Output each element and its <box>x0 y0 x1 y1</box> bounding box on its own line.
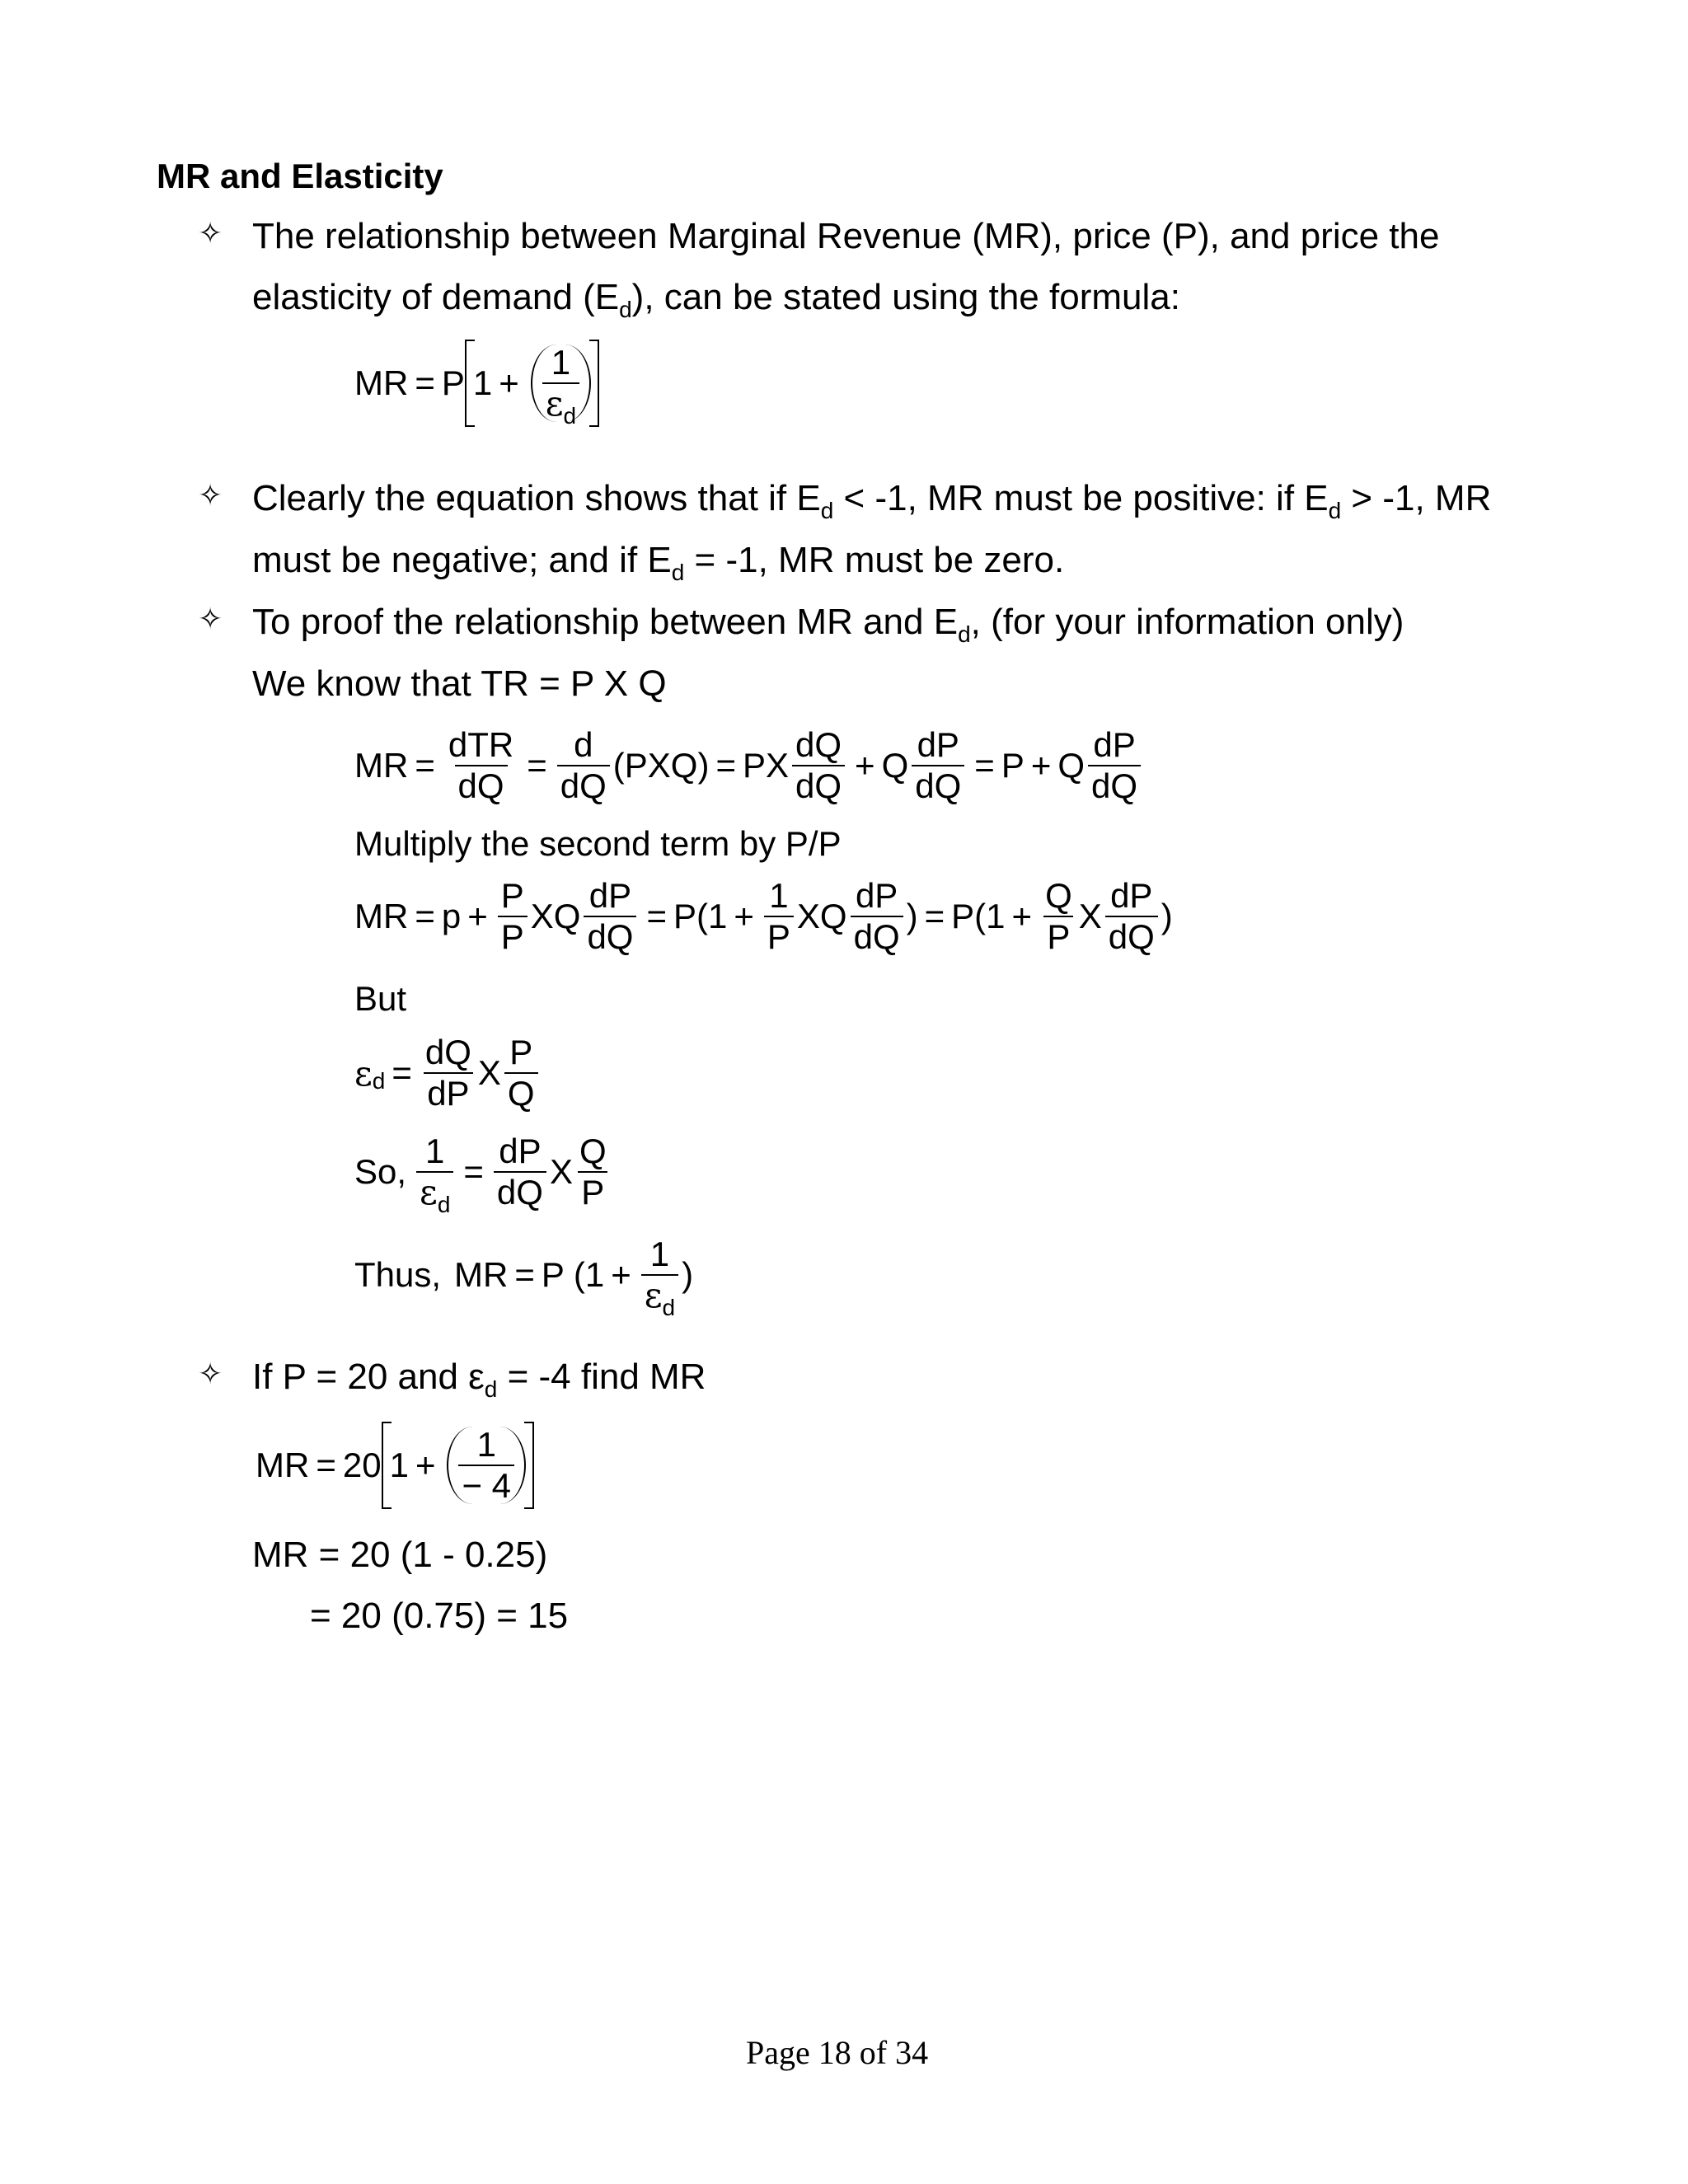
fraction-numerator: 1 <box>551 343 571 382</box>
fraction-dp-dq <box>584 878 636 955</box>
multiply-note: Multiply the second term by P/P <box>354 824 842 863</box>
fraction-p-p <box>498 878 528 955</box>
formula-lhs: MR <box>256 1446 310 1485</box>
bullet1-line2 <box>252 277 1180 322</box>
xq-term: XQ <box>530 897 581 936</box>
denominator: dQ <box>1088 765 1141 804</box>
epsilon-symbol: ε <box>420 1172 438 1213</box>
numerator: 1 <box>649 1235 670 1273</box>
bullet1-line1: The relationship between Marginal Revenue (MR), price (P), and price the <box>252 216 1440 256</box>
fraction-1-eps <box>416 1132 453 1218</box>
p-lower: p <box>441 897 462 936</box>
so-label: So, <box>354 1152 407 1192</box>
subscript-d: d <box>671 560 685 585</box>
denominator: dQ <box>455 765 508 804</box>
bullet3-text-b: , (for your information only) <box>970 602 1404 642</box>
equals-sign: = <box>392 1053 412 1093</box>
numerator: dQ <box>424 1033 471 1071</box>
denominator: dP <box>424 1072 472 1112</box>
plus-sign: + <box>1011 897 1033 936</box>
pxq-term: (PXQ) <box>612 746 710 785</box>
numerator: dQ <box>795 725 842 764</box>
plus-sign: + <box>855 746 875 785</box>
denominator <box>416 1171 453 1218</box>
equals-sign: = <box>974 746 995 785</box>
p-open-term: P(1 <box>951 897 1006 936</box>
equals-sign: = <box>415 897 435 936</box>
numerator: 1 <box>425 1132 445 1170</box>
fraction-dp-dq <box>912 727 964 804</box>
formula-mr-elasticity <box>354 340 599 427</box>
q-term: Q <box>1057 746 1085 785</box>
bullet2-line2-text-b: = -1, MR must be zero. <box>684 540 1065 580</box>
numerator: dP <box>855 876 898 915</box>
equals-sign: = <box>646 897 668 936</box>
numerator: dP <box>1110 876 1153 915</box>
derivation-mr-line1 <box>354 727 1144 804</box>
denominator: P <box>498 916 528 955</box>
fraction-q-p <box>576 1133 610 1211</box>
numerator: P <box>509 1033 533 1071</box>
calculation-line1: MR = 20 (1 - 0.25) <box>252 1535 548 1575</box>
bullet2-line1 <box>252 478 1492 523</box>
thus-equation <box>354 1235 694 1321</box>
so-equation <box>354 1132 613 1218</box>
formula-lhs: MR <box>354 363 409 403</box>
plus-sign: + <box>499 363 519 403</box>
formula-one: 1 <box>472 363 493 403</box>
fraction-dp-dq <box>1105 878 1158 955</box>
close-paren: ) <box>682 1255 694 1295</box>
formula-example <box>256 1422 534 1509</box>
bullet2-line2-text-a: must be negative; and if E <box>252 540 672 580</box>
q-term: Q <box>881 746 909 785</box>
numerator: P <box>500 876 524 915</box>
fraction-dq-dq <box>792 727 845 804</box>
fraction-denominator: − 4 <box>458 1465 514 1504</box>
numerator: Q <box>579 1132 607 1170</box>
subscript-d: d <box>372 1068 386 1094</box>
fraction-p-q <box>504 1034 538 1112</box>
numerator: dP <box>1093 725 1136 764</box>
fraction-1-over-eps <box>542 343 579 429</box>
bullet2-line2 <box>252 540 1065 585</box>
bullet4-text-a: If P = 20 and ε <box>252 1357 485 1397</box>
page-number: Page 18 of 34 <box>746 2034 929 2071</box>
equals-sign: = <box>924 897 945 936</box>
close-paren: ) <box>906 897 918 936</box>
denominator: dQ <box>584 916 636 955</box>
subscript-d: d <box>484 1376 498 1402</box>
plus-sign: + <box>611 1255 631 1295</box>
plus-sign: + <box>1030 746 1052 785</box>
fraction-d-dq <box>557 727 610 804</box>
bullet3-text-a: To proof the relationship between MR and E <box>252 602 959 642</box>
denominator: dQ <box>792 765 845 804</box>
p-term: P <box>1001 746 1025 785</box>
epsilon-symbol: ε <box>644 1275 663 1316</box>
bullet-star-icon: ✧ <box>198 479 223 513</box>
denominator: Q <box>504 1072 538 1112</box>
denominator: P <box>764 916 794 955</box>
numerator: d <box>574 725 593 764</box>
square-bracket <box>382 1422 534 1509</box>
bullet-star-icon: ✧ <box>198 217 223 251</box>
fraction-1-eps <box>641 1235 678 1321</box>
subscript-d: d <box>820 498 834 523</box>
bullet2-text-b: < -1, MR must be positive: if E <box>833 478 1329 518</box>
fraction-dp-dq <box>1088 727 1141 804</box>
denominator: dQ <box>851 916 903 955</box>
mr-label: MR <box>454 1255 509 1295</box>
equals-sign: = <box>527 746 547 785</box>
bullet1-line2-text-b: ), can be stated using the formula: <box>631 277 1180 317</box>
equals-sign: = <box>463 1152 484 1192</box>
xq-term: XQ <box>796 897 847 936</box>
calculation-line2: = 20 (0.75) = 15 <box>310 1596 569 1636</box>
numerator: dP <box>917 725 959 764</box>
derivation-mr-line2 <box>354 878 1173 955</box>
subscript-d: d <box>958 621 971 647</box>
denominator: P <box>1043 916 1073 955</box>
close-paren: ) <box>1160 897 1173 936</box>
equals-sign: = <box>715 746 736 785</box>
x-sign: X <box>477 1053 501 1093</box>
plus-sign: + <box>734 897 754 936</box>
formula-one: 1 <box>389 1446 409 1485</box>
equals-sign: = <box>415 746 435 785</box>
fraction-dq-dp <box>422 1034 475 1112</box>
bullet2-text-c: > -1, MR <box>1341 478 1492 518</box>
fraction-numerator: 1 <box>476 1425 496 1464</box>
bullet4-text-b: = -4 find MR <box>497 1357 706 1397</box>
fraction-1-minus4 <box>458 1427 514 1504</box>
numerator: dP <box>499 1132 542 1170</box>
bullet-star-icon: ✧ <box>198 602 223 636</box>
thus-rhs: P (1 <box>541 1255 605 1295</box>
square-bracket <box>465 340 599 427</box>
numerator: dTR <box>448 725 514 764</box>
bullet4-line <box>252 1357 706 1402</box>
plus-sign: + <box>415 1446 436 1485</box>
x-sign: X <box>549 1152 573 1192</box>
parenthesis <box>531 343 591 429</box>
bullet1-line2-text-a: elasticity of demand (E <box>252 277 620 317</box>
denominator: dQ <box>494 1171 546 1211</box>
epsilon-symbol: ε <box>354 1052 373 1094</box>
numerator: Q <box>1045 876 1072 915</box>
parenthesis <box>447 1427 526 1504</box>
bullet3-line2: We know that TR = P X Q <box>252 663 667 704</box>
plus-sign: + <box>467 897 488 936</box>
bullet3-line1 <box>252 602 1404 647</box>
mr-label: MR <box>354 746 409 785</box>
elasticity-definition <box>354 1034 542 1112</box>
fraction-dp-dq <box>494 1133 546 1211</box>
fraction-denominator <box>542 382 579 429</box>
fraction-q-p <box>1042 878 1076 955</box>
denominator: dQ <box>557 765 610 804</box>
denominator <box>641 1274 678 1321</box>
equals-sign: = <box>415 363 435 403</box>
bullet2-text-a: Clearly the equation shows that if E <box>252 478 821 518</box>
subscript-d: d <box>1328 498 1342 523</box>
but-label: But <box>354 979 407 1018</box>
px-term: PX <box>742 746 790 785</box>
numerator: dP <box>588 876 632 915</box>
subscript-d: d <box>619 297 632 322</box>
formula-p: P <box>441 363 465 403</box>
x-sign: X <box>1078 897 1102 936</box>
formula-value: 20 <box>342 1446 382 1485</box>
bullet-star-icon: ✧ <box>198 1357 223 1391</box>
section-heading: MR and Elasticity <box>157 157 443 195</box>
mr-label: MR <box>354 897 409 936</box>
equals-sign: = <box>316 1446 336 1485</box>
denominator: dQ <box>1105 916 1158 955</box>
equals-sign: = <box>514 1255 535 1295</box>
fraction-dtr-dq <box>445 727 517 804</box>
subscript-d: d <box>662 1295 676 1321</box>
numerator: 1 <box>769 876 789 915</box>
epsilon-symbol: ε <box>545 383 564 424</box>
subscript-d: d <box>437 1192 451 1218</box>
p-open-term: P(1 <box>673 897 728 936</box>
denominator: P <box>578 1171 607 1211</box>
thus-label: Thus, <box>354 1255 442 1295</box>
denominator: dQ <box>912 765 964 804</box>
fraction-1-p <box>764 878 794 955</box>
fraction-dp-dq <box>851 878 903 955</box>
subscript-d: d <box>563 403 577 429</box>
